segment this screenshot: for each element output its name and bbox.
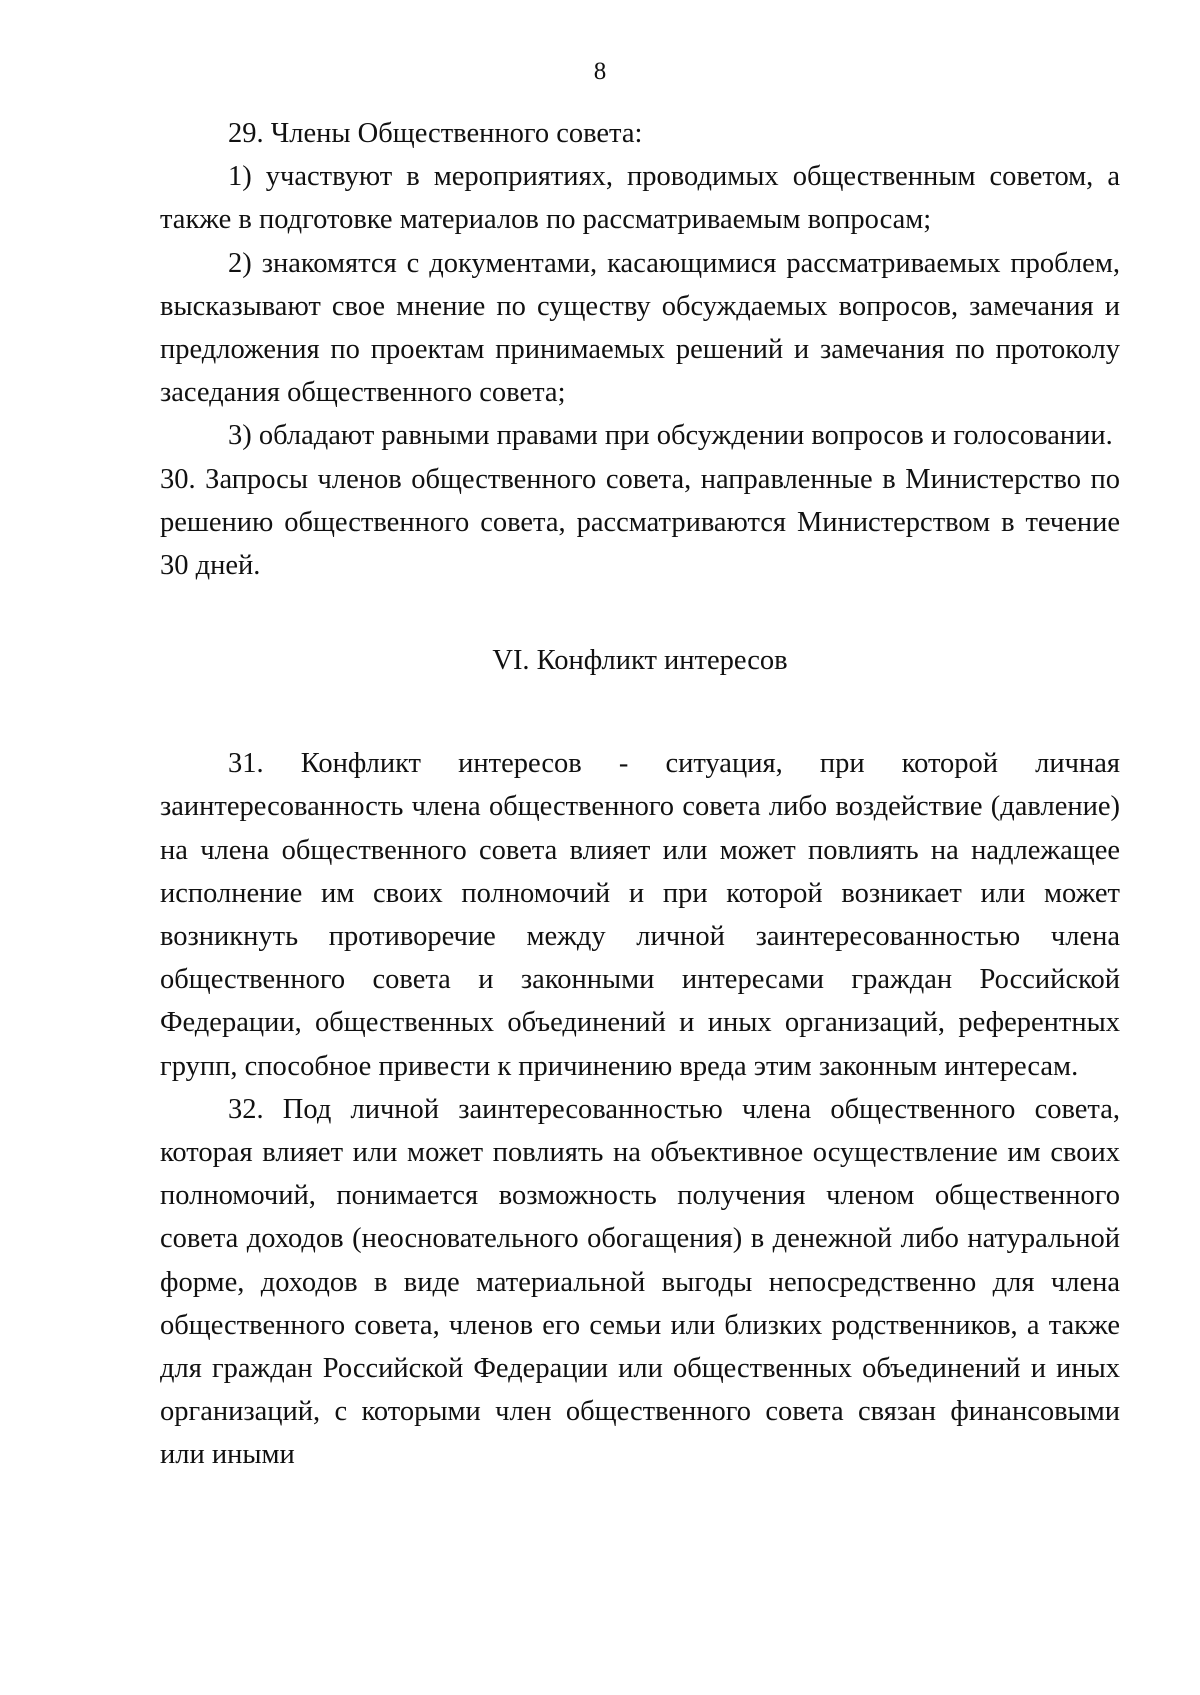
paragraph-30: 30. Запросы членов общественного совета, направленные в Министерство по решению общественного совета, рассматриваются Министерством в течение 30 дней. [160,463,1120,582]
paragraph-29: 29. Члены Общественного совета: [228,118,643,149]
section-heading: VI. Конфликт интересов [492,645,788,677]
document-body [160,112,1120,1477]
paragraph-29-item-2: 2) знакомятся с документами, касающимися рассматриваемых проблем, высказывают свое мнение по существу обсуждаемых вопросов, замечания и предложения по проектам принимаемых решений и замечания по протоколу заседания общественного совета; [160,247,1120,409]
page-number: 8 [593,58,607,85]
paragraph-29-item-1: 1) участвуют в мероприятиях, проводимых общественным советом, а также в подготовке материалов по рассматриваемым вопросам; [160,161,1120,236]
paragraph-31: 31. Конфликт интересов - ситуация, при которой личная заинтересованность члена общественного совета либо воздействие (давление) на члена общественного совета влияет или может повлиять на надлежащее исполнение им своих полномочий и при которой возникает или может возникнуть противоречие между личной заинтересованностью члена общественного совета и законными интересами граждан Российской Федерации, общественных объединений и иных организаций, референтных групп, способное привести к причинению вреда этим законным интересам. [160,748,1120,1082]
paragraph-29-item-3: 3) обладают равными правами при обсуждении вопросов и голосовании. [228,420,1113,452]
paragraph-32: 32. Под личной заинтересованностью члена общественного совета, которая влияет или может повлиять на объективное осуществление им своих полномочий, понимается возможность получения членом общественного совета доходов (неосновательного обогащения) в денежной либо натуральной форме, доходов в виде материальной выгоды непосредственно для члена общественного совета, членов его семьи или близких родственников, а также для граждан Российской Федерации или общественных объединений и иных организаций, с которыми член общественного совета связан финансовыми или иными [160,1093,1120,1471]
